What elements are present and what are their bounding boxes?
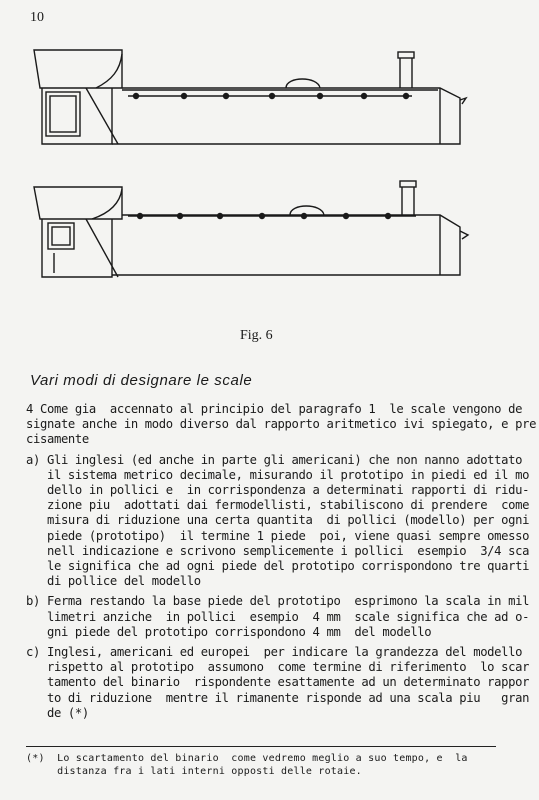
text-line: rispetto al prototipo assumono come termine di riferimento lo scar <box>26 660 530 675</box>
text-line: nell indicazione e scrivono semplicemente i pollici esempio 3/4 sca <box>26 543 530 558</box>
text-line: piede (prototipo) il termine 1 piede poi, viene quasi sempre omesso <box>26 528 530 543</box>
section-heading: Vari modi di designare le scale <box>30 372 253 389</box>
text-line: zione piu adottati dai fermodellisti, stabiliscono di prendere come <box>26 498 530 513</box>
footnote-line: distanza fra i lati interni opposti delle rotaie. <box>26 766 362 777</box>
figure-caption: Fig. 6 <box>240 328 273 343</box>
paragraph-b <box>26 594 532 640</box>
locomotive-drawing-top <box>0 40 539 160</box>
page-number: 10 <box>30 10 44 25</box>
text-line: le significa che ad ogni piede del prototipo corrispondono tre quarti <box>26 559 530 574</box>
text-line: a) Gli inglesi (ed anche in parte gli americani) che non nanno adottato <box>26 452 523 467</box>
text-line: misura di riduzione una certa quantita di pollici (modello) per ogni <box>26 513 530 528</box>
footnote <box>26 752 532 778</box>
paragraph-c <box>26 645 532 721</box>
paragraph-a <box>26 453 532 590</box>
text-line: il sistema metrico decimale, misurando il prototipo in piedi ed il mo <box>26 467 530 482</box>
locomotive-drawing-bottom <box>0 175 539 295</box>
text-line: de (*) <box>26 705 89 720</box>
text-line: b) Ferma restando la base piede del prototipo esprimono la scala in mil <box>26 594 530 609</box>
paragraph-4 <box>26 402 537 448</box>
text-line: cisamente <box>26 432 89 447</box>
footnote-divider <box>26 746 496 747</box>
text-line: to di riduzione mentre il rimanente risponde ad una scala piu gran <box>26 690 530 705</box>
text-line: signate anche in modo diverso dal rapporto aritmetico ivi spiegato, e pre <box>26 417 537 432</box>
text-line: dello in pollici e in corrispondenza a determinati rapporti di ridu- <box>26 483 530 498</box>
text-line: c) Inglesi, americani ed europei per indicare la grandezza del modello <box>26 645 523 660</box>
body-text <box>26 402 537 726</box>
text-line: limetri anziche in pollici esempio 4 mm scale significa che ad o- <box>26 609 530 624</box>
text-line: tamento del binario rispondente esattamente ad un determinato rappor <box>26 675 530 690</box>
text-line: 4 Come gia accennato al principio del paragrafo 1 le scale vengono de <box>26 402 523 416</box>
text-line: di pollice del modello <box>26 574 201 589</box>
footnote-line: (*) Lo scartamento del binario come vedremo meglio a suo tempo, e la <box>26 753 468 764</box>
text-line: gni piede del prototipo corrispondono 4 mm del modello <box>26 624 432 639</box>
